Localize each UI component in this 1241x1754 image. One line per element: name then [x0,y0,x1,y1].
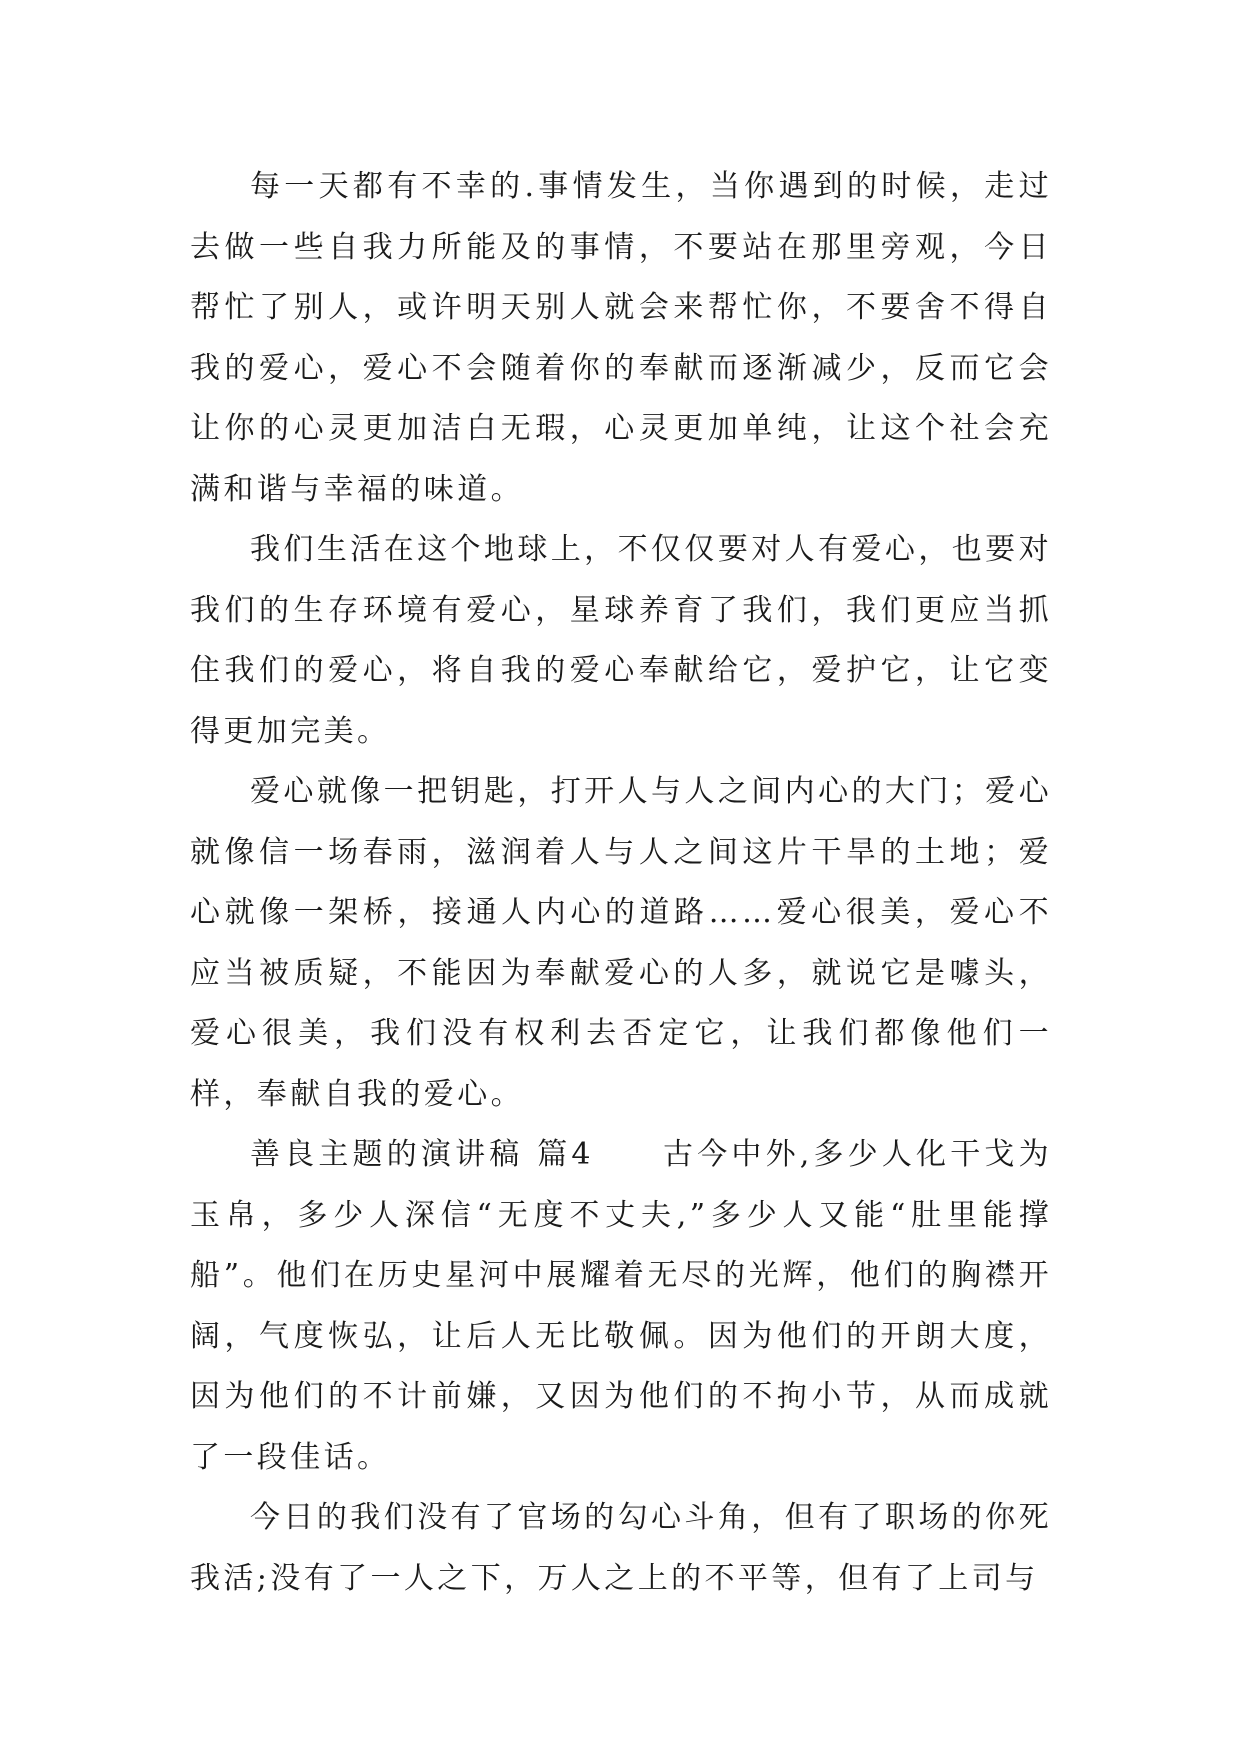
document-body [190,157,1052,1609]
paragraph-4: 善良主题的演讲稿 篇4 古今中外,多少人化干戈为玉帛，多少人深信“无度不丈夫,”多少人又能“肚里能撑船”。他们在历史星河中展耀着无尽的光辉，他们的胸襟开阔，气度恢弘，让后人无比敬佩。因为他们的开朗大度，因为他们的不计前嫌，又因为他们的不拘小节，从而成就了一段佳话。 [190,1137,1052,1475]
paragraph-1: 每一天都有不幸的.事情发生，当你遇到的时候，走过去做一些自我力所能及的事情，不要站在那里旁观，今日帮忙了别人，或许明天别人就会来帮忙你，不要舍不得自我的爱心，爱心不会随着你的奉献而逐渐减少，反而它会让你的心灵更加洁白无瑕，心灵更加单纯，让这个社会充满和谐与幸福的味道。 [190,169,1052,507]
paragraph-2: 我们生活在这个地球上，不仅仅要对人有爱心，也要对我们的生存环境有爱心，星球养育了我们，我们更应当抓住我们的爱心，将自我的爱心奉献给它，爱护它，让它变得更加完美。 [190,532,1052,749]
paragraph-3: 爱心就像一把钥匙，打开人与人之间内心的大门；爱心就像信一场春雨，滋润着人与人之间这片干旱的土地；爱心就像一架桥，接通人内心的道路……爱心很美，爱心不应当被质疑，不能因为奉献爱心的人多，就说它是噱头，爱心很美，我们没有权利去否定它，让我们都像他们一样，奉献自我的爱心。 [190,774,1052,1112]
paragraph-5: 今日的我们没有了官场的勾心斗角，但有了职场的你死我活;没有了一人之下，万人之上的不平等，但有了上司与 [190,1500,1052,1596]
